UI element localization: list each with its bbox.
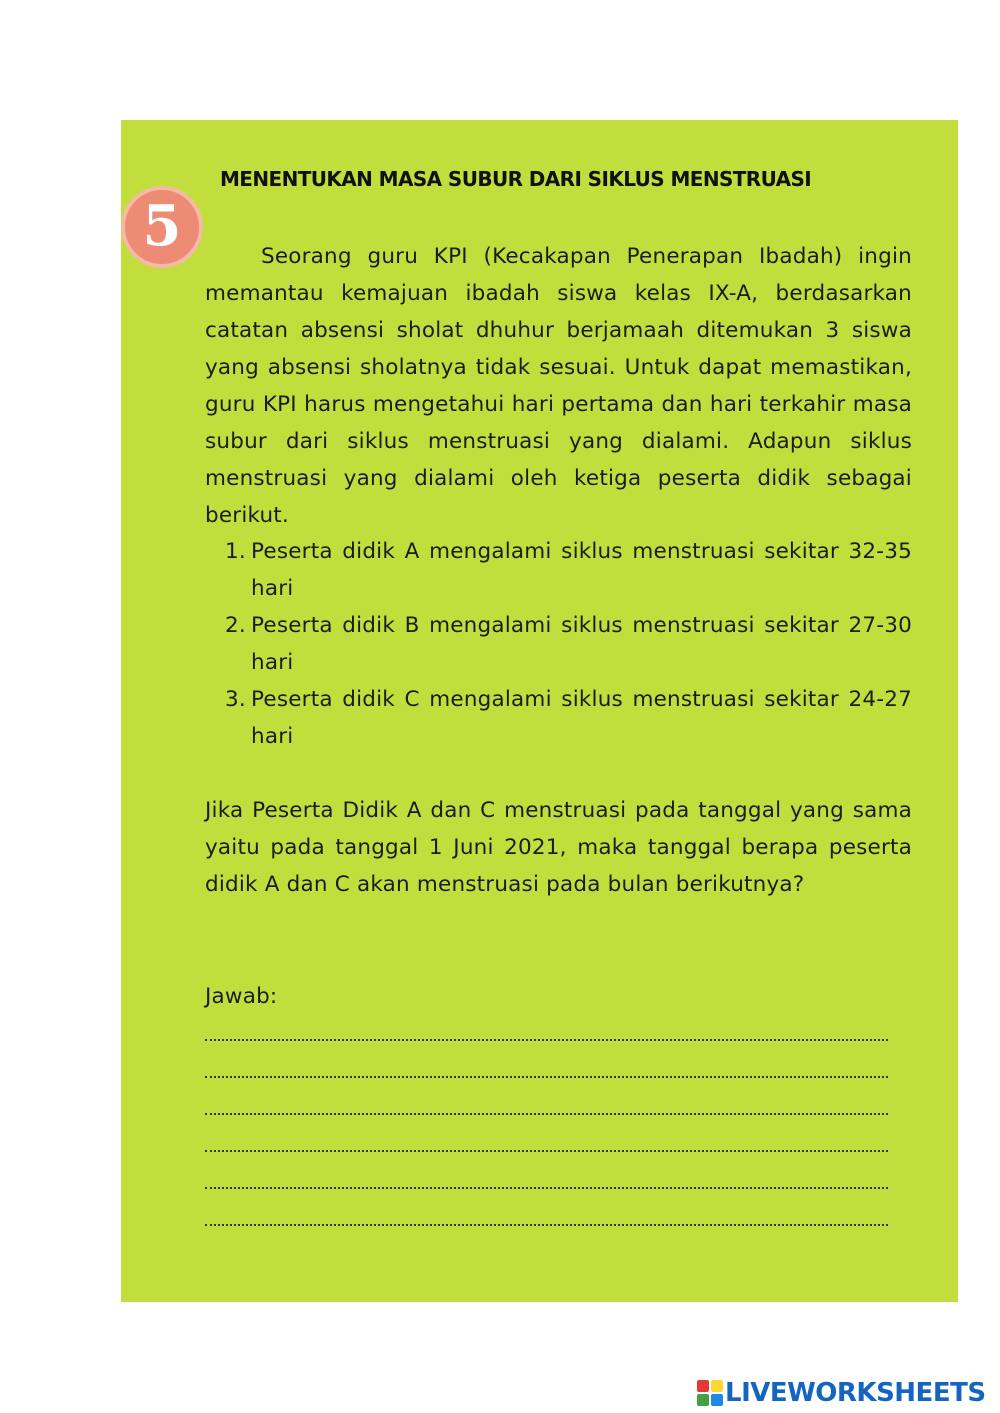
list-item-text: Peserta didik C mengalami siklus menstruasi sekitar 24-27 hari (251, 687, 912, 749)
answer-line[interactable] (205, 1053, 888, 1090)
intro-paragraph: Seorang guru KPI (Kecakapan Penerapan Ibadah) ingin memantau kemajuan ibadah siswa kelas IX-A, berdasarkan catatan absensi sholat dhuhur berjamaah ditemukan 3 siswa yang absensi sholatnya tidak sesuai. Untuk dapat memastikan, guru KPI harus mengetahui hari pertama dan hari terkahir masa subur dari siklus menstruasi yang dialami. Adapun siklus menstruasi yang dialami oleh ketiga peserta didik sebagai berikut. (205, 244, 912, 528)
answer-line[interactable] (205, 1164, 888, 1201)
answer-lines[interactable] (205, 1016, 895, 1238)
list-item (205, 607, 912, 681)
answer-line[interactable] (205, 1090, 888, 1127)
list-item (205, 681, 912, 755)
list-item-number: 3. (225, 687, 246, 712)
brand-name: LIVEWORKSHEETS (725, 1378, 986, 1408)
list-item (205, 533, 912, 607)
list-item-text: Peserta didik B mengalami siklus menstruasi sekitar 27-30 hari (251, 613, 912, 675)
list-item-number: 1. (225, 539, 246, 564)
answer-line[interactable] (205, 1127, 888, 1164)
list-item-text: Peserta didik A mengalami siklus menstruasi sekitar 32-35 hari (251, 539, 912, 601)
answer-line[interactable] (205, 1201, 888, 1238)
list-item-number: 2. (225, 613, 246, 638)
answer-label: Jawab: (205, 984, 278, 1009)
number-badge (121, 186, 203, 268)
liveworksheets-logo (697, 1378, 986, 1408)
question-paragraph: Jika Peserta Didik A dan C menstruasi pada tanggal yang sama yaitu pada tanggal 1 Juni 2021, maka tanggal berapa peserta didik A dan C akan menstruasi pada bulan berikutnya? (205, 798, 912, 897)
badge-number: 5 (142, 193, 182, 259)
answer-line[interactable] (205, 1016, 888, 1053)
page-title: MENENTUKAN MASA SUBUR DARI SIKLUS MENSTRUASI (220, 167, 812, 191)
cycle-list (205, 533, 912, 755)
liveworksheets-logo-icon (697, 1380, 723, 1406)
